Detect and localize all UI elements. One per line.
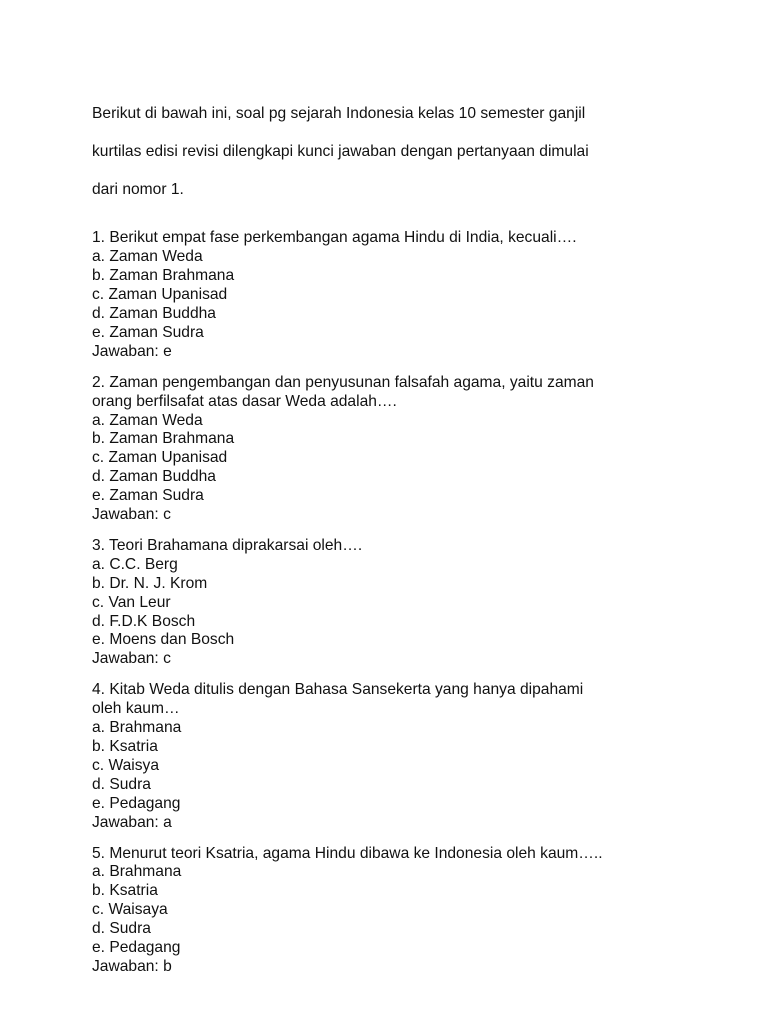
option-e: e. Pedagang	[92, 939, 181, 957]
option-a: a. Brahmana	[92, 863, 182, 881]
intro-line: Berikut di bawah ini, soal pg sejarah Indonesia kelas 10 semester ganjil	[92, 104, 586, 122]
option-b: b. Zaman Brahmana	[92, 267, 235, 285]
option-a: a. C.C. Berg	[92, 555, 178, 573]
option-d: d. Zaman Buddha	[92, 468, 216, 486]
question-text: orang berfilsafat atas dasar Weda adalah….	[92, 392, 397, 410]
question-text: oleh kaum…	[92, 700, 180, 718]
question-text: 5. Menurut teori Ksatria, agama Hindu dibawa ke Indonesia oleh kaum…..	[92, 844, 603, 862]
question-text: 4. Kitab Weda ditulis dengan Bahasa Sansekerta yang hanya dipahami	[92, 681, 584, 699]
option-a: a. Zaman Weda	[92, 411, 203, 429]
intro-line: dari nomor 1.	[92, 180, 184, 198]
option-a: a. Zaman Weda	[92, 248, 203, 266]
option-e: e. Zaman Sudra	[92, 323, 204, 341]
question-2	[92, 374, 692, 525]
option-b: b. Ksatria	[92, 882, 158, 900]
answer-key: Jawaban: c	[92, 506, 171, 524]
question-3	[92, 537, 692, 669]
answer-key: Jawaban: a	[92, 813, 172, 831]
option-d: d. F.D.K Bosch	[92, 612, 196, 630]
option-e: e. Moens dan Bosch	[92, 631, 235, 649]
answer-key: Jawaban: b	[92, 957, 172, 975]
option-e: e. Zaman Sudra	[92, 487, 204, 505]
option-c: c. Waisya	[92, 756, 160, 774]
option-b: b. Dr. N. J. Krom	[92, 574, 208, 592]
option-c: c. Waisaya	[92, 901, 168, 919]
answer-key: Jawaban: c	[92, 650, 171, 668]
option-c: c. Zaman Upanisad	[92, 449, 228, 467]
question-text: 3. Teori Brahamana diprakarsai oleh….	[92, 536, 363, 554]
question-text: 2. Zaman pengembangan dan penyusunan falsafah agama, yaitu zaman	[92, 373, 594, 391]
option-a: a. Brahmana	[92, 719, 182, 737]
document-content	[92, 86, 692, 989]
answer-key: Jawaban: e	[92, 342, 172, 360]
question-4	[92, 681, 692, 832]
option-d: d. Sudra	[92, 920, 151, 938]
question-5	[92, 845, 692, 977]
option-e: e. Pedagang	[92, 794, 181, 812]
option-b: b. Ksatria	[92, 738, 158, 755]
option-c: c. Van Leur	[92, 593, 171, 611]
option-d: d. Zaman Buddha	[92, 304, 216, 322]
option-d: d. Sudra	[92, 775, 151, 793]
question-text: 1. Berikut empat fase perkembangan agama Hindu di India, kecuali….	[92, 229, 577, 247]
intro-paragraph	[92, 86, 692, 218]
option-b: b. Zaman Brahmana	[92, 430, 235, 448]
intro-line: kurtilas edisi revisi dilengkapi kunci jawaban dengan pertanyaan dimulai	[92, 142, 589, 160]
option-c: c. Zaman Upanisad	[92, 286, 228, 304]
question-1	[92, 229, 692, 361]
